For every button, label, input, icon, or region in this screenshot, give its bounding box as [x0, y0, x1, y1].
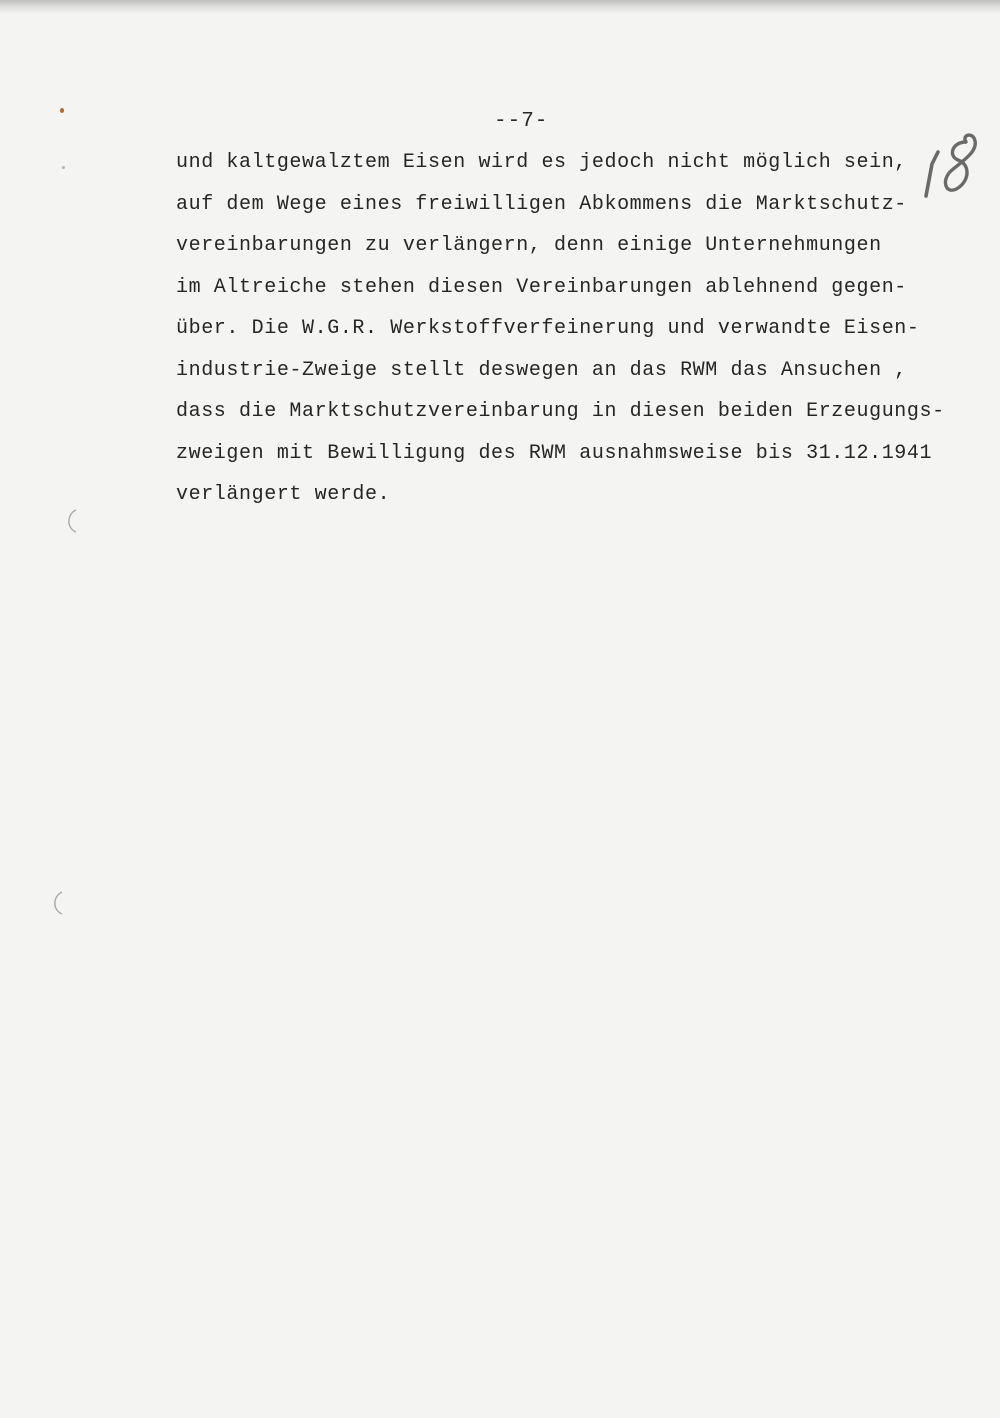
scan-edge-shadow: [0, 0, 1000, 14]
text-line: über. Die W.G.R. Werkstoffverfeinerung und verwandte Eisen-: [176, 317, 920, 340]
text-line: vereinbarungen zu verlängern, denn einige Unternehmungen: [176, 234, 882, 257]
text-line: dass die Marktschutzvereinbarung in diesen beiden Erzeugungs-: [176, 400, 945, 423]
text-line: industrie-Zweige stellt deswegen an das RWM das Ansuchen ,: [176, 358, 907, 382]
text-line: und kaltgewalztem Eisen wird es jedoch nicht möglich sein,: [176, 151, 907, 174]
page-number: --7-: [494, 110, 549, 133]
ink-speck: [60, 108, 64, 113]
text-line: zweigen mit Bewilligung des RWM ausnahmsweise bis 31.12.1941: [176, 441, 933, 465]
text-line: auf dem Wege eines freiwilligen Abkommens die Marktschutz-: [176, 192, 907, 216]
body-text: [176, 142, 956, 516]
text-line: verlängert werde.: [176, 483, 391, 506]
ink-speck: [62, 166, 65, 169]
punch-hole: [64, 508, 78, 534]
punch-hole: [50, 890, 64, 916]
text-line: im Altreiche stehen diesen Vereinbarungen ablehnend gegen-: [176, 275, 907, 299]
